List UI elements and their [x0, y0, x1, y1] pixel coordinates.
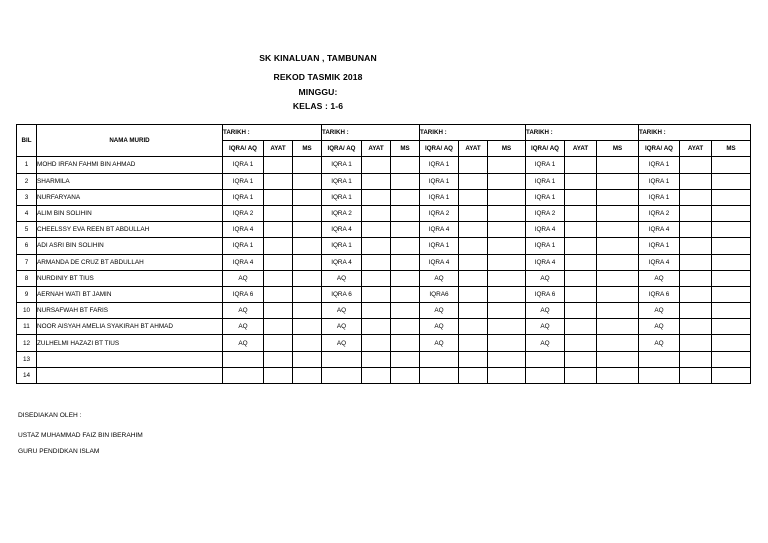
iqra-aq-cell: AQ — [322, 319, 362, 335]
bil-cell: 6 — [17, 238, 37, 254]
ms-cell — [391, 351, 420, 367]
iqra-aq-cell: IQRA 6 — [322, 286, 362, 302]
ms-cell — [712, 319, 751, 335]
ms-cell — [293, 270, 322, 286]
student-name-cell: ALIM BIN SOLIHIN — [37, 205, 223, 221]
ayat-cell — [264, 222, 293, 238]
iqra-aq-cell — [639, 367, 680, 383]
iqra-aq-cell — [322, 351, 362, 367]
iqra-aq-cell: AQ — [322, 303, 362, 319]
iqra-aq-cell: IQRA 1 — [639, 238, 680, 254]
ms-cell — [488, 222, 526, 238]
iqra-aq-cell: IQRA 1 — [420, 189, 459, 205]
ms-cell — [488, 189, 526, 205]
ayat-cell — [680, 157, 712, 173]
ms-cell — [293, 319, 322, 335]
ayat-header: AYAT — [565, 141, 597, 157]
iqra-aq-cell — [223, 367, 264, 383]
ayat-cell — [459, 270, 488, 286]
ayat-cell — [565, 286, 597, 302]
ayat-header: AYAT — [362, 141, 391, 157]
iqra-aq-cell: IQRA 1 — [420, 173, 459, 189]
ayat-cell — [362, 286, 391, 302]
ayat-cell — [459, 205, 488, 221]
ms-cell — [488, 303, 526, 319]
class-label: KELAS : 1-6 — [292, 101, 344, 111]
tarikh-label: TARIKH : — [322, 125, 420, 141]
iqra-aq-cell: IQRA 1 — [526, 157, 565, 173]
ayat-cell — [264, 335, 293, 351]
table-row — [17, 157, 751, 173]
ayat-cell — [459, 254, 488, 270]
iqra-aq-cell: AQ — [420, 303, 459, 319]
ms-cell — [597, 351, 639, 367]
ms-cell — [712, 303, 751, 319]
ms-cell — [488, 351, 526, 367]
ayat-cell — [264, 205, 293, 221]
iqra-aq-cell — [223, 351, 264, 367]
ayat-cell — [264, 157, 293, 173]
iqra-aq-cell: IQRA 4 — [223, 254, 264, 270]
school-name: SK KINALUAN , TAMBUNAN — [259, 53, 377, 63]
iqra-aq-header: IQRA/ AQ — [639, 141, 680, 157]
iqra-aq-cell — [639, 351, 680, 367]
ayat-cell — [565, 189, 597, 205]
ayat-cell — [680, 367, 712, 383]
iqra-aq-cell: IQRA 1 — [322, 238, 362, 254]
tarikh-label: TARIKH : — [420, 125, 526, 141]
iqra-aq-cell: AQ — [322, 335, 362, 351]
iqra-aq-cell: IQRA 1 — [322, 157, 362, 173]
iqra-aq-cell: AQ — [420, 335, 459, 351]
iqra-aq-header: IQRA/ AQ — [223, 141, 264, 157]
iqra-aq-cell: IQRA 4 — [322, 222, 362, 238]
prepared-by-label: DISEDIAKAN OLEH : — [18, 412, 82, 419]
student-name-cell — [37, 367, 223, 383]
ayat-cell — [264, 254, 293, 270]
iqra-aq-cell: IQRA 1 — [223, 238, 264, 254]
ms-cell — [712, 335, 751, 351]
ayat-cell — [565, 367, 597, 383]
iqra-aq-cell: AQ — [526, 319, 565, 335]
ayat-cell — [459, 319, 488, 335]
student-name-cell: NURDINIY BT TIUS — [37, 270, 223, 286]
ms-cell — [488, 270, 526, 286]
header-row-tarikh — [17, 125, 751, 141]
ayat-cell — [680, 351, 712, 367]
iqra-aq-cell: AQ — [639, 335, 680, 351]
bil-cell: 4 — [17, 205, 37, 221]
ayat-cell — [459, 351, 488, 367]
ms-header: MS — [391, 141, 420, 157]
table-row — [17, 173, 751, 189]
ayat-cell — [362, 254, 391, 270]
table-row — [17, 222, 751, 238]
ms-cell — [391, 270, 420, 286]
table-row — [17, 319, 751, 335]
ms-cell — [712, 189, 751, 205]
ms-cell — [391, 335, 420, 351]
iqra-aq-cell: IQRA 4 — [223, 222, 264, 238]
iqra-aq-cell: IQRA 1 — [639, 173, 680, 189]
iqra-aq-cell: AQ — [420, 270, 459, 286]
tarikh-label: TARIKH : — [223, 125, 322, 141]
ms-cell — [597, 205, 639, 221]
ayat-cell — [362, 367, 391, 383]
ayat-cell — [459, 335, 488, 351]
ms-cell — [391, 254, 420, 270]
table-row — [17, 270, 751, 286]
ayat-cell — [459, 286, 488, 302]
ayat-cell — [362, 222, 391, 238]
ayat-cell — [264, 367, 293, 383]
iqra-aq-cell: AQ — [322, 270, 362, 286]
iqra-aq-cell: IQRA 2 — [322, 205, 362, 221]
ms-cell — [293, 367, 322, 383]
iqra-aq-cell: IQRA 1 — [223, 173, 264, 189]
iqra-aq-cell: IQRA 6 — [223, 286, 264, 302]
ms-cell — [293, 238, 322, 254]
ayat-header: AYAT — [680, 141, 712, 157]
ayat-cell — [264, 319, 293, 335]
ms-cell — [488, 254, 526, 270]
ms-cell — [293, 189, 322, 205]
iqra-aq-header: IQRA/ AQ — [420, 141, 459, 157]
ayat-cell — [565, 351, 597, 367]
iqra-aq-cell: IQRA 1 — [526, 173, 565, 189]
ayat-cell — [362, 205, 391, 221]
ms-cell — [597, 157, 639, 173]
ms-cell — [488, 335, 526, 351]
iqra-aq-header: IQRA/ AQ — [526, 141, 565, 157]
ayat-cell — [362, 189, 391, 205]
iqra-aq-cell: AQ — [420, 319, 459, 335]
iqra-aq-cell: AQ — [639, 303, 680, 319]
ayat-cell — [459, 367, 488, 383]
ms-cell — [597, 270, 639, 286]
table-row — [17, 238, 751, 254]
ayat-cell — [565, 270, 597, 286]
ayat-header: AYAT — [264, 141, 293, 157]
student-name-cell: CHEELSSY EVA REEN BT ABDULLAH — [37, 222, 223, 238]
ms-cell — [712, 286, 751, 302]
ayat-cell — [362, 319, 391, 335]
iqra-aq-cell: IQRA 2 — [420, 205, 459, 221]
bil-cell: 9 — [17, 286, 37, 302]
ms-header: MS — [488, 141, 526, 157]
ms-cell — [488, 319, 526, 335]
ayat-cell — [680, 270, 712, 286]
ayat-cell — [680, 303, 712, 319]
bil-header: BIL — [17, 125, 37, 157]
ms-header: MS — [597, 141, 639, 157]
iqra-aq-cell: IQRA 2 — [639, 205, 680, 221]
student-name-cell: ADI ASRI BIN SOLIHIN — [37, 238, 223, 254]
bil-cell: 12 — [17, 335, 37, 351]
ayat-cell — [459, 303, 488, 319]
iqra-aq-cell: AQ — [223, 270, 264, 286]
bil-cell: 14 — [17, 367, 37, 383]
ms-header: MS — [293, 141, 322, 157]
table-row — [17, 189, 751, 205]
ayat-cell — [680, 222, 712, 238]
ayat-cell — [459, 189, 488, 205]
ayat-cell — [680, 335, 712, 351]
ms-cell — [391, 286, 420, 302]
ms-cell — [293, 303, 322, 319]
iqra-aq-cell: AQ — [526, 303, 565, 319]
ms-header: MS — [712, 141, 751, 157]
student-name-cell: AERNAH WATI BT JAMIN — [37, 286, 223, 302]
iqra-aq-cell — [322, 367, 362, 383]
ms-cell — [597, 303, 639, 319]
ms-cell — [712, 205, 751, 221]
ayat-cell — [264, 286, 293, 302]
table-row — [17, 286, 751, 302]
ms-cell — [712, 222, 751, 238]
table-row — [17, 351, 751, 367]
iqra-aq-cell: IQRA 1 — [526, 189, 565, 205]
ms-cell — [293, 286, 322, 302]
iqra-aq-cell: IQRA 1 — [223, 189, 264, 205]
iqra-aq-header: IQRA/ AQ — [322, 141, 362, 157]
iqra-aq-cell: IQRA 1 — [322, 189, 362, 205]
bil-cell: 13 — [17, 351, 37, 367]
ms-cell — [597, 319, 639, 335]
iqra-aq-cell: IQRA 4 — [420, 254, 459, 270]
bil-cell: 1 — [17, 157, 37, 173]
ms-cell — [293, 254, 322, 270]
iqra-aq-cell: IQRA 4 — [526, 254, 565, 270]
ms-cell — [712, 351, 751, 367]
iqra-aq-cell — [420, 367, 459, 383]
ayat-cell — [459, 157, 488, 173]
ayat-cell — [565, 205, 597, 221]
ayat-cell — [264, 173, 293, 189]
table-row — [17, 367, 751, 383]
ms-cell — [712, 270, 751, 286]
ayat-cell — [459, 238, 488, 254]
tasmik-record-table — [16, 124, 751, 384]
iqra-aq-cell: IQRA 4 — [526, 222, 565, 238]
ms-cell — [597, 254, 639, 270]
student-name-cell: ARMANDA DE CRUZ BT ABDULLAH — [37, 254, 223, 270]
student-name-cell: NURSAFWAH BT FARIS — [37, 303, 223, 319]
ayat-cell — [565, 173, 597, 189]
student-name-cell: MOHD IRFAN FAHMI BIN AHMAD — [37, 157, 223, 173]
ms-cell — [597, 335, 639, 351]
bil-cell: 3 — [17, 189, 37, 205]
iqra-aq-cell: IQRA 1 — [223, 157, 264, 173]
ayat-cell — [565, 238, 597, 254]
iqra-aq-cell: AQ — [526, 270, 565, 286]
ayat-header: AYAT — [459, 141, 488, 157]
ms-cell — [712, 173, 751, 189]
ms-cell — [391, 173, 420, 189]
ayat-cell — [680, 286, 712, 302]
ayat-cell — [362, 173, 391, 189]
nama-murid-header: NAMA MURID — [37, 125, 223, 157]
ms-cell — [293, 173, 322, 189]
ms-cell — [712, 238, 751, 254]
bil-cell: 8 — [17, 270, 37, 286]
ayat-cell — [680, 205, 712, 221]
ms-cell — [597, 367, 639, 383]
ayat-cell — [680, 319, 712, 335]
ayat-cell — [362, 157, 391, 173]
iqra-aq-cell: IQRA 6 — [526, 286, 565, 302]
iqra-aq-cell: IQRA 4 — [639, 254, 680, 270]
ayat-cell — [459, 173, 488, 189]
iqra-aq-cell: AQ — [223, 319, 264, 335]
ms-cell — [597, 238, 639, 254]
iqra-aq-cell: AQ — [223, 335, 264, 351]
iqra-aq-cell: IQRA 1 — [639, 189, 680, 205]
iqra-aq-cell: IQRA 1 — [322, 173, 362, 189]
ms-cell — [391, 205, 420, 221]
student-name-cell: NOOR AISYAH AMELIA SYAKIRAH BT AHMAD — [37, 319, 223, 335]
ms-cell — [293, 351, 322, 367]
iqra-aq-cell: IQRA 1 — [420, 238, 459, 254]
iqra-aq-cell: AQ — [526, 335, 565, 351]
ms-cell — [391, 189, 420, 205]
iqra-aq-cell: AQ — [639, 319, 680, 335]
ms-cell — [391, 238, 420, 254]
ayat-cell — [264, 270, 293, 286]
iqra-aq-cell: IQRA 1 — [639, 157, 680, 173]
student-name-cell — [37, 351, 223, 367]
ayat-cell — [565, 222, 597, 238]
document-title: REKOD TASMIK 2018 — [273, 72, 363, 82]
bil-cell: 5 — [17, 222, 37, 238]
iqra-aq-cell — [526, 351, 565, 367]
table-row — [17, 205, 751, 221]
iqra-aq-cell: IQRA 6 — [639, 286, 680, 302]
ms-cell — [391, 367, 420, 383]
ms-cell — [391, 157, 420, 173]
ayat-cell — [362, 238, 391, 254]
iqra-aq-cell — [526, 367, 565, 383]
student-name-cell: SHARMILA — [37, 173, 223, 189]
ms-cell — [293, 205, 322, 221]
ayat-cell — [362, 335, 391, 351]
ayat-cell — [680, 189, 712, 205]
iqra-aq-cell: IQRA6 — [420, 286, 459, 302]
bil-cell: 11 — [17, 319, 37, 335]
ms-cell — [597, 173, 639, 189]
iqra-aq-cell — [420, 351, 459, 367]
ms-cell — [488, 367, 526, 383]
bil-cell: 10 — [17, 303, 37, 319]
ms-cell — [391, 303, 420, 319]
iqra-aq-cell: IQRA 2 — [526, 205, 565, 221]
iqra-aq-cell: IQRA 1 — [526, 238, 565, 254]
ms-cell — [488, 157, 526, 173]
ms-cell — [488, 238, 526, 254]
iqra-aq-cell: AQ — [223, 303, 264, 319]
ayat-cell — [565, 335, 597, 351]
student-name-cell: ZULHELMI HAZAZI BT TIUS — [37, 335, 223, 351]
iqra-aq-cell: IQRA 4 — [322, 254, 362, 270]
ms-cell — [293, 157, 322, 173]
ms-cell — [597, 222, 639, 238]
ayat-cell — [680, 173, 712, 189]
bil-cell: 2 — [17, 173, 37, 189]
ms-cell — [597, 189, 639, 205]
ayat-cell — [565, 157, 597, 173]
iqra-aq-cell: IQRA 1 — [420, 157, 459, 173]
teacher-role: GURU PENDIDKAN ISLAM — [18, 448, 100, 455]
tarikh-label: TARIKH : — [526, 125, 639, 141]
week-label: MINGGU: — [298, 87, 338, 97]
ayat-cell — [264, 238, 293, 254]
ayat-cell — [565, 303, 597, 319]
ms-cell — [293, 335, 322, 351]
ms-cell — [488, 286, 526, 302]
table-row — [17, 303, 751, 319]
ms-cell — [391, 222, 420, 238]
ms-cell — [712, 157, 751, 173]
ayat-cell — [565, 319, 597, 335]
ayat-cell — [459, 222, 488, 238]
ayat-cell — [362, 303, 391, 319]
ms-cell — [597, 286, 639, 302]
iqra-aq-cell: IQRA 4 — [639, 222, 680, 238]
ayat-cell — [680, 238, 712, 254]
ms-cell — [488, 173, 526, 189]
ms-cell — [712, 254, 751, 270]
ms-cell — [712, 367, 751, 383]
iqra-aq-cell: IQRA 4 — [420, 222, 459, 238]
tarikh-label: TARIKH : — [639, 125, 751, 141]
ms-cell — [391, 319, 420, 335]
table-row — [17, 254, 751, 270]
ayat-cell — [362, 351, 391, 367]
ayat-cell — [264, 351, 293, 367]
iqra-aq-cell: IQRA 2 — [223, 205, 264, 221]
ms-cell — [488, 205, 526, 221]
table-row — [17, 335, 751, 351]
ayat-cell — [264, 189, 293, 205]
iqra-aq-cell: AQ — [639, 270, 680, 286]
ms-cell — [293, 222, 322, 238]
student-name-cell: NURFARYANA — [37, 189, 223, 205]
ayat-cell — [264, 303, 293, 319]
ayat-cell — [362, 270, 391, 286]
bil-cell: 7 — [17, 254, 37, 270]
teacher-name: USTAZ MUHAMMAD FAIZ BIN IBERAHIM — [18, 432, 143, 439]
ayat-cell — [680, 254, 712, 270]
ayat-cell — [565, 254, 597, 270]
